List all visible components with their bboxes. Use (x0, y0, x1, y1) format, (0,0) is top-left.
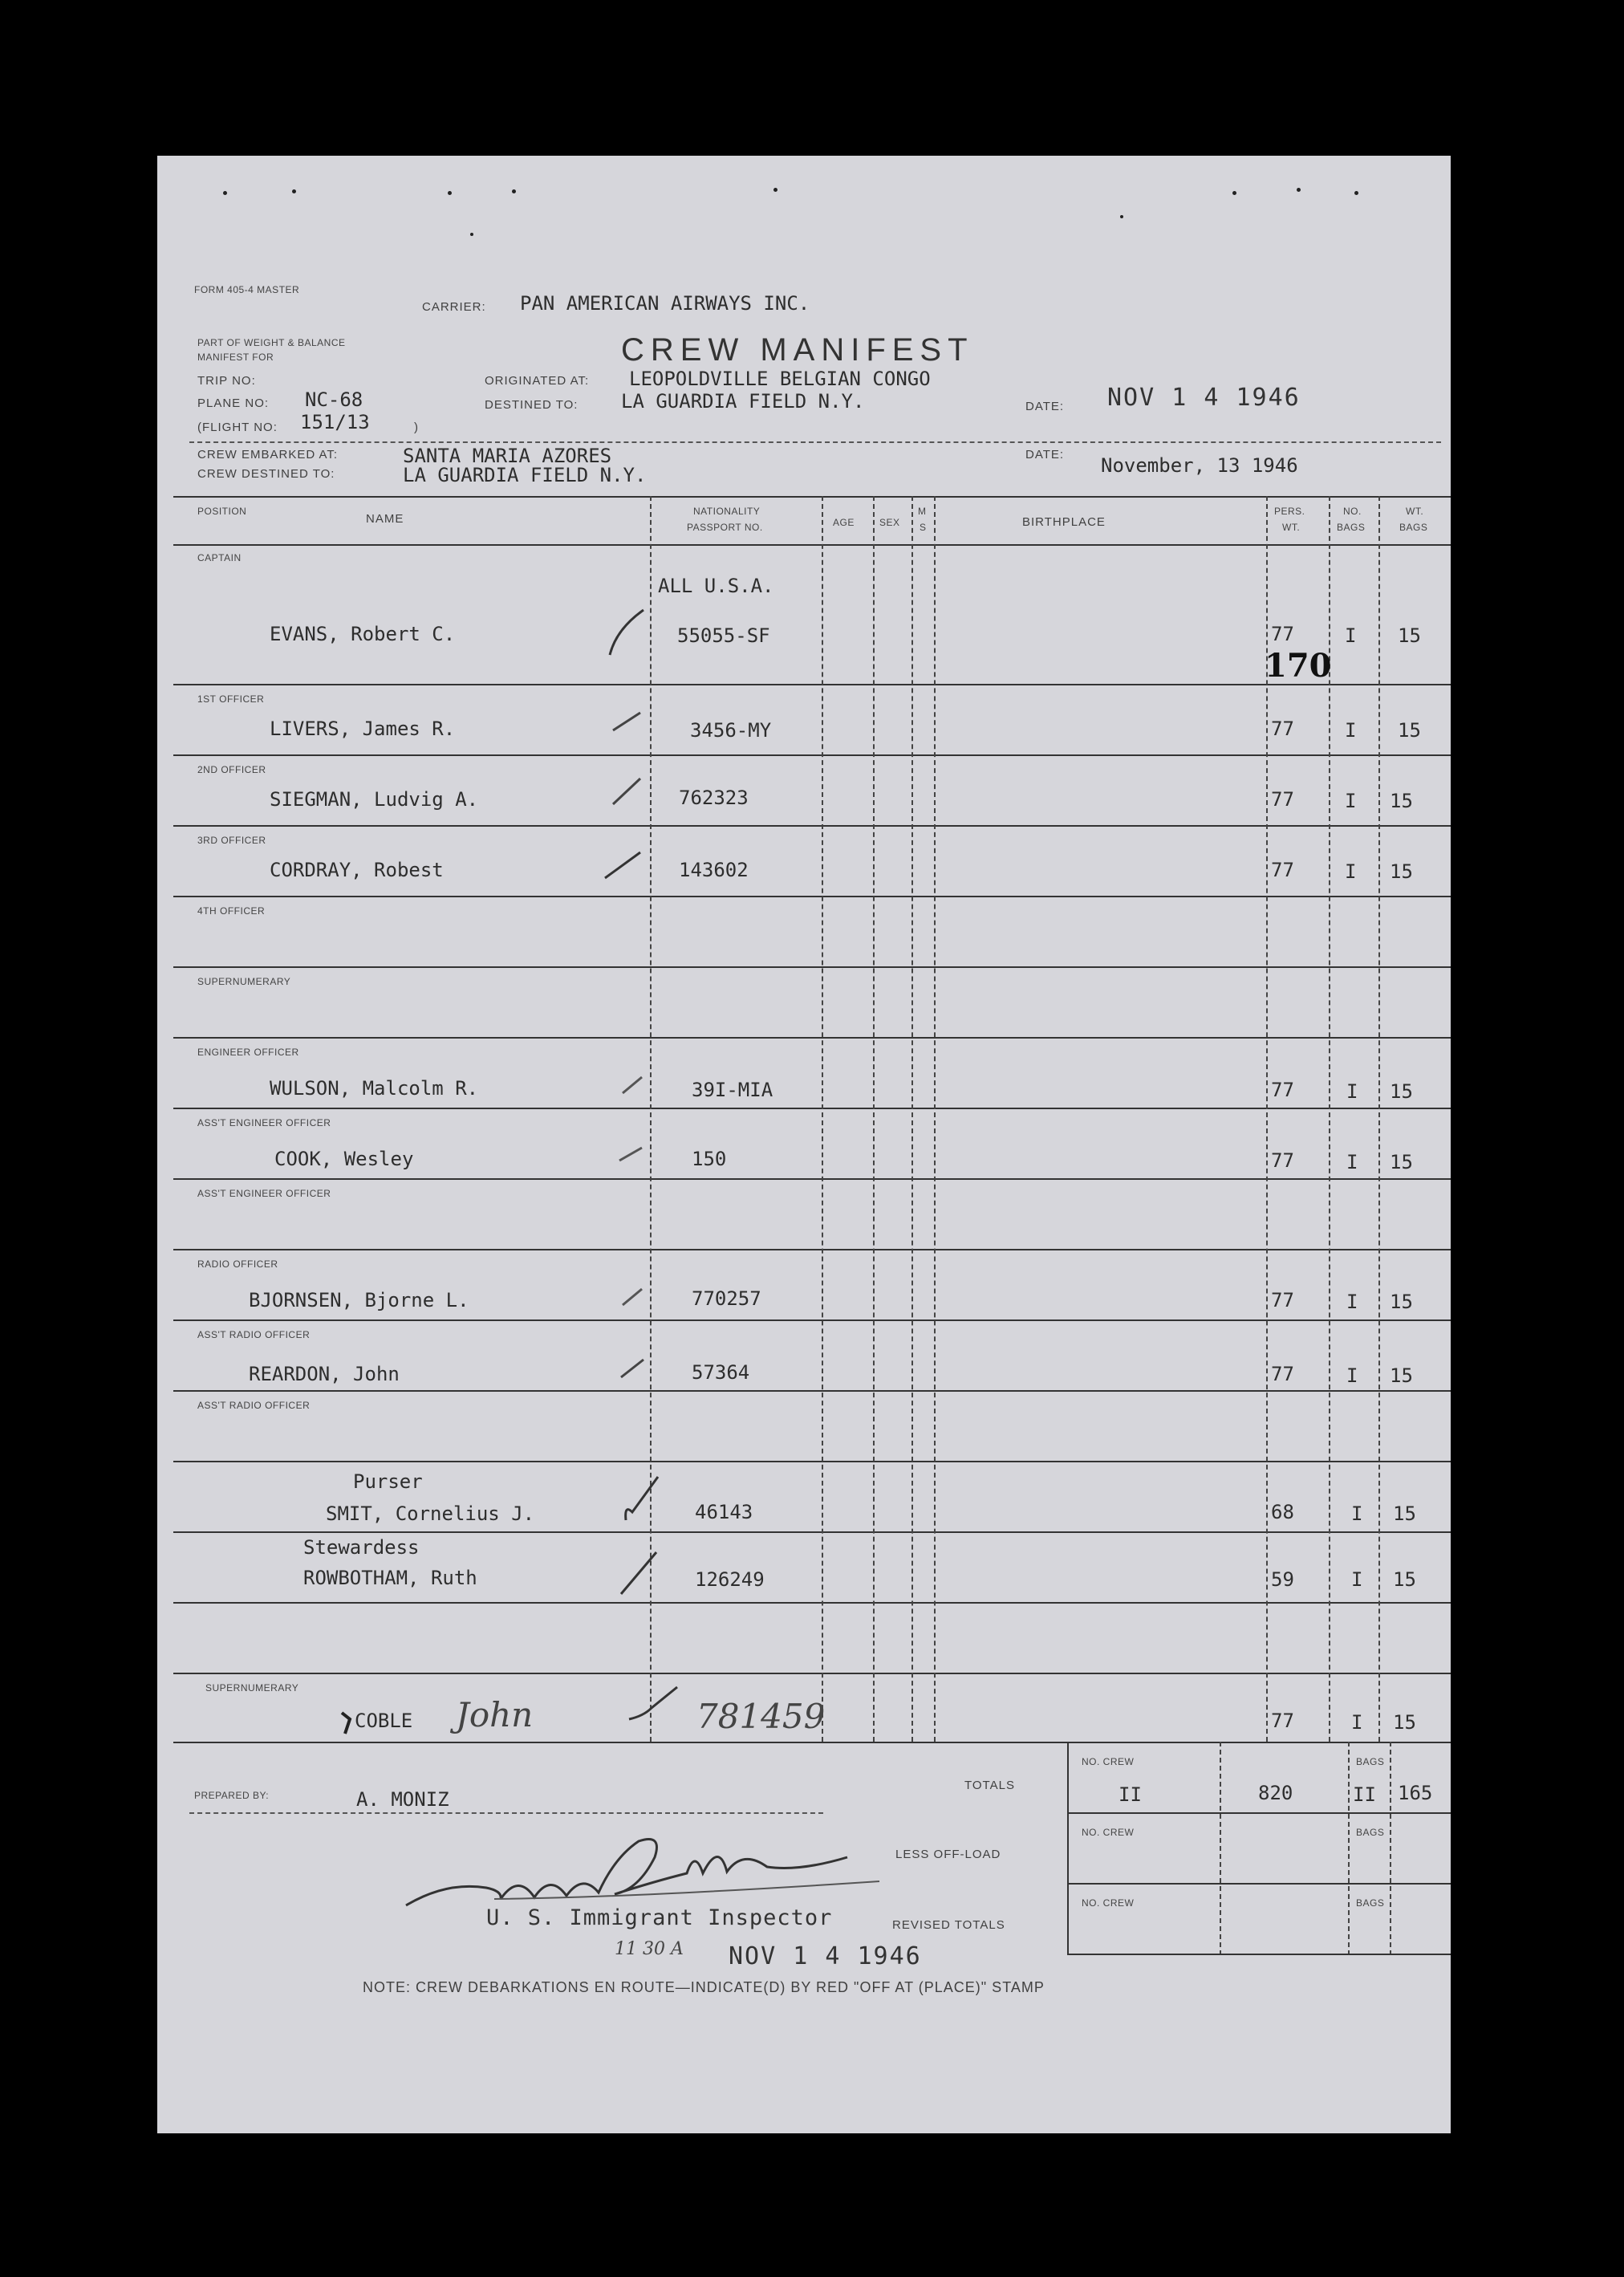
totals-label: TOTALS (964, 1779, 1015, 1792)
wt-bags: 15 (1393, 1568, 1416, 1591)
wt-bags: 15 (1390, 1151, 1413, 1173)
check-mark-icon (623, 1472, 663, 1528)
row-position: ASS'T RADIO OFFICER (197, 1400, 311, 1411)
no-bags: I (1351, 1568, 1363, 1591)
passport-no: 55055-SF (677, 624, 770, 647)
weight-note: 170 (1265, 647, 1332, 685)
table-header-rule (173, 544, 1451, 546)
crew-destined-label: CREW DESTINED TO: (197, 467, 335, 481)
wt-bags: 15 (1390, 790, 1413, 812)
col-pers-wt-1: PERS. (1274, 506, 1305, 517)
wt-bags: 15 (1393, 1502, 1416, 1525)
inspector-stamp: NOV 1 4 1946 (729, 1942, 922, 1970)
check-mark-icon (619, 1356, 647, 1380)
table-bottom-rule (173, 1742, 1451, 1743)
crew-destined-value: LA GUARDIA FIELD N.Y. (403, 464, 647, 486)
wt-bags: 15 (1390, 860, 1413, 883)
form-number: FORM 405-4 MASTER (194, 284, 300, 295)
passport-no: 46143 (695, 1501, 753, 1523)
col-ms-m: M (918, 506, 927, 517)
originated-label: ORIGINATED AT: (485, 374, 590, 388)
no-bags: I (1346, 1151, 1358, 1173)
crew-name: SMIT, Cornelius J. (326, 1502, 535, 1525)
date2-value: November, 13 1946 (1101, 454, 1298, 477)
destined-label: DESTINED TO: (485, 398, 579, 412)
revised-totals-label: REVISED TOTALS (892, 1918, 1005, 1932)
crew-name: ROWBOTHAM, Ruth (303, 1567, 477, 1589)
date-label: DATE: (1025, 400, 1065, 413)
no-bags: I (1345, 624, 1357, 647)
col-no-bags-2: BAGS (1337, 522, 1366, 533)
passport-no: 39I-MIA (692, 1079, 773, 1101)
plane-no-value: NC-68 (305, 388, 363, 411)
crew-name: SIEGMAN, Ludvig A. (270, 788, 479, 811)
inspector-title: U. S. Immigrant Inspector (486, 1905, 833, 1930)
pers-wt: 77 (1271, 623, 1294, 645)
handwritten-passport: 781459 (696, 1697, 826, 1736)
check-mark-icon (619, 1549, 660, 1597)
header-divider (189, 441, 1441, 443)
no-crew-label: NO. CREW (1082, 1897, 1135, 1909)
carrier-label: CARRIER: (422, 300, 486, 314)
prepared-by-value: A. MONIZ (356, 1788, 449, 1811)
inspector-time: 11 30 A (615, 1939, 684, 1959)
check-mark-icon (621, 1284, 645, 1308)
pers-wt: 59 (1271, 1568, 1294, 1591)
pers-wt: 77 (1271, 788, 1294, 811)
col-pers-wt-2: WT. (1282, 522, 1301, 533)
no-bags: I (1346, 1364, 1358, 1387)
passport-no: 57364 (692, 1361, 750, 1384)
check-mark-icon (603, 849, 644, 881)
row-position: SUPERNUMERARY (197, 976, 291, 987)
pers-wt: 77 (1271, 718, 1294, 740)
wt-bags: 15 (1393, 1711, 1416, 1734)
row-position: 2ND OFFICER (197, 764, 266, 775)
flight-no-close: ) (414, 421, 419, 434)
wt-bags: 15 (1390, 1080, 1413, 1103)
carrier-value: PAN AMERICAN AIRWAYS INC. (520, 292, 810, 315)
crew-title: Stewardess (303, 1536, 420, 1559)
footer-note: NOTE: CREW DEBARKATIONS EN ROUTE—INDICATE(D) BY RED "OFF AT (PLACE)" STAMP (363, 1979, 1045, 1995)
row-position: 4TH OFFICER (197, 905, 266, 917)
check-mark-icon (611, 775, 644, 807)
part-of-label: PART OF WEIGHT & BALANCE (197, 337, 346, 348)
pers-wt: 77 (1271, 1710, 1294, 1732)
total-bags: II (1353, 1783, 1376, 1806)
passport-no: 143602 (679, 859, 749, 881)
check-mark-icon (627, 1684, 684, 1732)
total-weight: 820 (1258, 1782, 1293, 1804)
no-bags: I (1345, 860, 1357, 883)
passport-no: 126249 (695, 1568, 765, 1591)
plane-no-label: PLANE NO: (197, 396, 270, 410)
flight-no-value: 151/13 (300, 411, 370, 433)
crew-title: Purser (353, 1470, 423, 1493)
col-birthplace: BIRTHPLACE (1022, 515, 1106, 529)
handwritten-name: John (456, 1695, 534, 1734)
no-bags: I (1346, 1291, 1358, 1313)
document-title: CREW MANIFEST (621, 332, 974, 368)
row-position: ENGINEER OFFICER (197, 1047, 299, 1058)
col-no-bags-1: NO. (1343, 506, 1362, 517)
passport-no: 150 (692, 1148, 727, 1170)
crew-name: COBLE (355, 1710, 413, 1732)
check-mark-icon (621, 1072, 645, 1096)
check-mark-icon (618, 1145, 645, 1164)
no-crew-label: NO. CREW (1082, 1827, 1135, 1838)
date2-label: DATE: (1025, 448, 1065, 461)
row-position: 1ST OFFICER (197, 693, 265, 705)
passport-no: 762323 (679, 787, 749, 809)
pers-wt: 77 (1271, 1149, 1294, 1172)
passport-no: 3456-MY (690, 719, 772, 742)
pers-wt: 77 (1271, 859, 1294, 881)
total-bag-weight: 165 (1398, 1782, 1433, 1804)
wt-bags: 15 (1390, 1364, 1413, 1387)
row-position: SUPERNUMERARY (205, 1682, 299, 1694)
bags-label: BAGS (1356, 1827, 1385, 1838)
col-age: AGE (833, 517, 855, 528)
bags-label: BAGS (1356, 1897, 1385, 1909)
manifest-for-label: MANIFEST FOR (197, 352, 274, 363)
row-position: ASS'T RADIO OFFICER (197, 1329, 311, 1340)
ink-mark-icon (339, 1711, 355, 1735)
col-sex: SEX (879, 517, 900, 528)
crew-name: EVANS, Robert C. (270, 623, 456, 645)
row-position: RADIO OFFICER (197, 1258, 278, 1270)
no-bags: I (1345, 719, 1357, 742)
crew-name: CORDRAY, Robest (270, 859, 444, 881)
crew-embarked-value: SANTA MARIA AZORES (403, 445, 612, 467)
nationality-all: ALL U.S.A. (658, 575, 774, 597)
row-position: CAPTAIN (197, 552, 242, 563)
row-position: ASS'T ENGINEER OFFICER (197, 1117, 331, 1128)
destined-value: LA GUARDIA FIELD N.Y. (621, 390, 865, 413)
trip-no-label: TRIP NO: (197, 374, 256, 388)
originated-value: LEOPOLDVILLE BELGIAN CONGO (629, 368, 931, 390)
col-wt-bags-1: WT. (1406, 506, 1424, 517)
no-bags: I (1351, 1502, 1363, 1525)
bags-label: BAGS (1356, 1756, 1385, 1767)
no-bags: I (1345, 790, 1357, 812)
crew-name: WULSON, Malcolm R. (270, 1077, 479, 1100)
no-bags: I (1351, 1711, 1363, 1734)
date-stamp: NOV 1 4 1946 (1107, 384, 1301, 412)
row-position: ASS'T ENGINEER OFFICER (197, 1188, 331, 1199)
col-nationality: NATIONALITY (693, 506, 761, 517)
pers-wt: 77 (1271, 1363, 1294, 1385)
crew-name: COOK, Wesley (274, 1148, 414, 1170)
crew-name: BJORNSEN, Bjorne L. (249, 1289, 469, 1311)
col-position: POSITION (197, 506, 247, 517)
crew-name: REARDON, John (249, 1363, 400, 1385)
row-position: 3RD OFFICER (197, 835, 266, 846)
check-mark-icon (611, 710, 644, 734)
col-ms-s: S (920, 522, 927, 533)
col-name: NAME (366, 512, 404, 526)
manifest-sheet (157, 156, 1451, 2133)
wt-bags: 15 (1398, 719, 1421, 742)
pers-wt: 68 (1271, 1501, 1294, 1523)
prepared-by-label: PREPARED BY: (194, 1790, 270, 1801)
check-mark-icon (607, 605, 647, 661)
no-crew-label: NO. CREW (1082, 1756, 1135, 1767)
wt-bags: 15 (1398, 624, 1421, 647)
pers-wt: 77 (1271, 1289, 1294, 1311)
pers-wt: 77 (1271, 1079, 1294, 1101)
col-passport: PASSPORT NO. (687, 522, 763, 533)
total-crew: II (1119, 1783, 1142, 1806)
crew-embarked-label: CREW EMBARKED AT: (197, 448, 339, 461)
col-wt-bags-2: BAGS (1399, 522, 1428, 533)
wt-bags: 15 (1390, 1291, 1413, 1313)
no-bags: I (1346, 1080, 1358, 1103)
crew-name: LIVERS, James R. (270, 718, 456, 740)
table-top-rule (173, 496, 1451, 498)
flight-no-label: (FLIGHT NO: (197, 421, 278, 434)
less-offload-label: LESS OFF-LOAD (895, 1848, 1001, 1861)
passport-no: 770257 (692, 1287, 761, 1310)
